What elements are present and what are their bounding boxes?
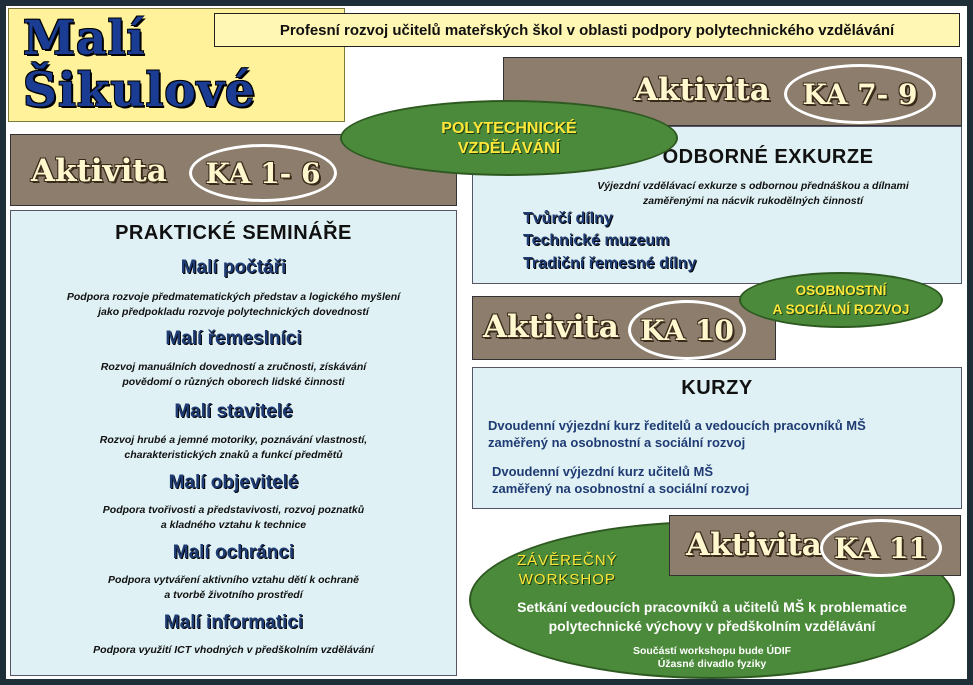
- excursions-desc-line-1: Výjezdní vzdělávací exkurze s odbornou přednáškou a dílnami: [597, 180, 909, 192]
- workshop-desc: [471, 598, 953, 636]
- course-item-line: Dvoudenní výjezdní kurz ředitelů a vedoucích pracovníků MŠ: [488, 418, 866, 433]
- workshop-title-line-2: WORKSHOP: [518, 571, 616, 588]
- course-item-line: zaměřený na osobnostní a sociální rozvoj: [488, 435, 746, 450]
- excursion-item: Tradiční řemesné dílny: [523, 255, 697, 272]
- seminar-desc-line: Podpora využití ICT vhodných v předškolním vzdělávání: [93, 644, 374, 656]
- seminar-title: Malí stavitelé: [174, 401, 293, 422]
- workshop-note-line: Úžasné divadlo fyziky: [657, 658, 767, 670]
- course-item: [492, 463, 749, 497]
- polytech-badge-line-2: VZDĚLÁVÁNÍ: [457, 140, 561, 157]
- seminar-desc-line: charakteristických znaků a funkcí předmětů: [124, 449, 343, 461]
- osobnostni-badge-line-2: A SOCIÁLNÍ ROZVOJ: [772, 302, 910, 317]
- activity-word: Aktivita: [686, 527, 822, 563]
- activity-code-oval: KA 10: [628, 300, 746, 360]
- workshop-desc-line: Setkání vedoucích pracovníků a učitelů MŠ k problematice: [517, 599, 907, 615]
- seminar-title: Malí řemeslníci: [165, 328, 302, 349]
- seminar-title: Malí ochránci: [172, 542, 295, 563]
- seminars-panel: [10, 210, 457, 676]
- seminar-desc: [11, 643, 456, 658]
- activity-code-oval: KA 11: [820, 519, 942, 577]
- polytech-badge-line-1: POLYTECHNICKÉ: [441, 120, 577, 137]
- seminar-desc-line: povědomí o různých oborech lidské činnosti: [122, 376, 345, 388]
- seminar-desc-line: Podpora vytváření aktivního vztahu dětí k ochraně: [108, 574, 359, 586]
- seminar-desc-line: Rozvoj hrubé a jemné motoriky, poznávání vlastností,: [99, 434, 368, 446]
- workshop-title-line-1: ZÁVĚREČNÝ: [517, 552, 618, 569]
- excursions-desc-line-2: zaměřenými na nácvik rukodělných činností: [643, 195, 863, 207]
- osobnostni-badge-line-1: OSOBNOSTNÍ: [795, 283, 887, 298]
- osobnostni-badge: [739, 272, 943, 328]
- excursion-item: Tvůrčí dílny: [523, 210, 613, 227]
- seminar-desc: [11, 503, 456, 533]
- course-item-line: zaměřený na osobnostní a sociální rozvoj: [492, 481, 750, 496]
- activity-code-oval: KA 7- 9: [784, 64, 936, 124]
- activity-code-oval: KA 1- 6: [189, 144, 337, 202]
- activity-word: Aktivita: [31, 153, 167, 189]
- course-item: [488, 417, 866, 451]
- workshop-desc-line: polytechnické výchovy v předškolním vzdělávání: [548, 618, 876, 634]
- seminar-desc-line: jako předpokladu rozvoje polytechnických dovedností: [98, 306, 369, 318]
- logo-line-1: Malí: [23, 11, 146, 66]
- seminar-desc-line: Podpora tvořivosti a představivosti, rozvoj poznatků: [102, 504, 365, 516]
- seminar-desc: [11, 573, 456, 603]
- courses-title: KURZY: [681, 377, 753, 399]
- activity-word: Aktivita: [483, 309, 619, 345]
- workshop-note-line: Součástí workshopu bude ÚDIF: [632, 645, 792, 657]
- header-subtitle: Profesní rozvoj učitelů mateřských škol v oblasti podpory polytechnického vzdělávání: [214, 13, 960, 47]
- seminar-title: Malí objevitelé: [168, 472, 299, 493]
- seminar-desc: [11, 433, 456, 463]
- excursions-title: ODBORNÉ EXKURZE: [662, 146, 874, 168]
- seminar-title: Malí počtáři: [180, 257, 287, 278]
- polytech-badge: [340, 100, 678, 176]
- excursion-item: Technické muzeum: [523, 232, 670, 249]
- activity-banner-ka11: [669, 515, 961, 576]
- courses-panel: [472, 367, 962, 509]
- seminar-desc-line: a tvorbě životního prostředí: [164, 589, 303, 601]
- logo-line-2: Šikulové: [23, 63, 256, 118]
- seminar-desc-line: Rozvoj manuálních dovedností a zručnosti, získávání: [100, 361, 367, 373]
- seminar-desc-line: a kladného vztahu k technice: [160, 519, 307, 531]
- workshop-note: [471, 645, 953, 671]
- seminar-desc-line: Podpora rozvoje předmatematických představ a logického myšlení: [66, 291, 401, 303]
- seminar-title: Malí informatici: [163, 612, 304, 633]
- seminar-desc: [11, 360, 456, 390]
- seminar-desc: [11, 290, 456, 320]
- course-item-line: Dvoudenní výjezdní kurz učitelů MŠ: [492, 464, 714, 479]
- seminars-title: PRAKTICKÉ SEMINÁŘE: [115, 222, 352, 244]
- activity-word: Aktivita: [634, 72, 770, 108]
- excursions-desc: [553, 179, 953, 209]
- activity-banner-ka10: [472, 296, 776, 360]
